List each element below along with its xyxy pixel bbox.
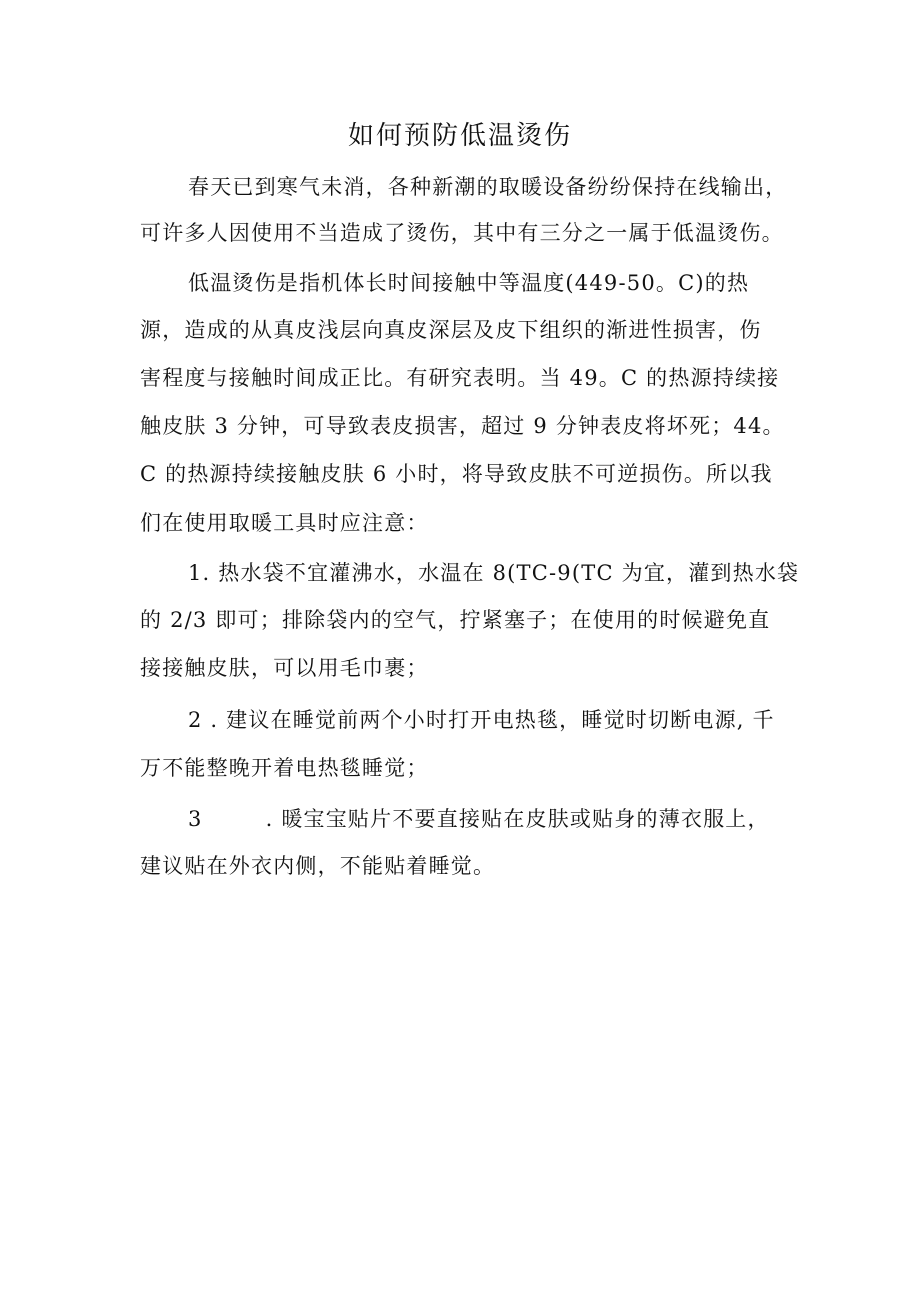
paragraph-line: C 的热源持续接触皮肤 6 小时，将导致皮肤不可逆损伤。所以我 (140, 462, 773, 486)
list-item-line: 3 . 暖宝宝贴片不要直接贴在皮肤或贴身的薄衣服上， (188, 807, 770, 831)
paragraph-line: 低温烫伤是指机体长时间接触中等温度(449-50。C)的热 (188, 271, 750, 295)
list-item-line: 建议贴在外衣内侧，不能贴着睡觉。 (140, 854, 496, 878)
list-item-line: 的 2/3 即可；排除袋内的空气，拧紧塞子；在使用的时候避免直 (140, 608, 771, 632)
paragraph-line: 源，造成的从真皮浅层向真皮深层及皮下组织的渐进性损害，伤 (140, 318, 762, 342)
paragraph-line: 春天已到寒气未消，各种新潮的取暖设备纷纷保持在线输出， (188, 175, 788, 199)
paragraph-line: 害程度与接触时间成正比。有研究表明。当 49。C 的热源持续接 (140, 366, 780, 390)
document-title: 如何预防低温烫伤 (347, 121, 572, 151)
list-item-line: 接接触皮肤，可以用毛巾裹； (140, 656, 429, 680)
list-item-line: 1. 热水袋不宜灌沸水，水温在 8(TC-9(TC 为宜，灌到热水袋 (188, 561, 800, 585)
paragraph-line: 可许多人因使用不当造成了烫伤，其中有三分之一属于低温烫伤。 (140, 221, 784, 245)
list-item-line: 万不能整晚开着电热毯睡觉； (140, 756, 429, 780)
list-item-line: 2 . 建议在睡觉前两个小时打开电热毯，睡觉时切断电源, 千 (188, 708, 775, 732)
paragraph-line: 触皮肤 3 分钟，可导致表皮损害，超过 9 分钟表皮将坏死；44。 (140, 414, 785, 438)
paragraph-line: 们在使用取暖工具时应注意： (140, 511, 429, 535)
